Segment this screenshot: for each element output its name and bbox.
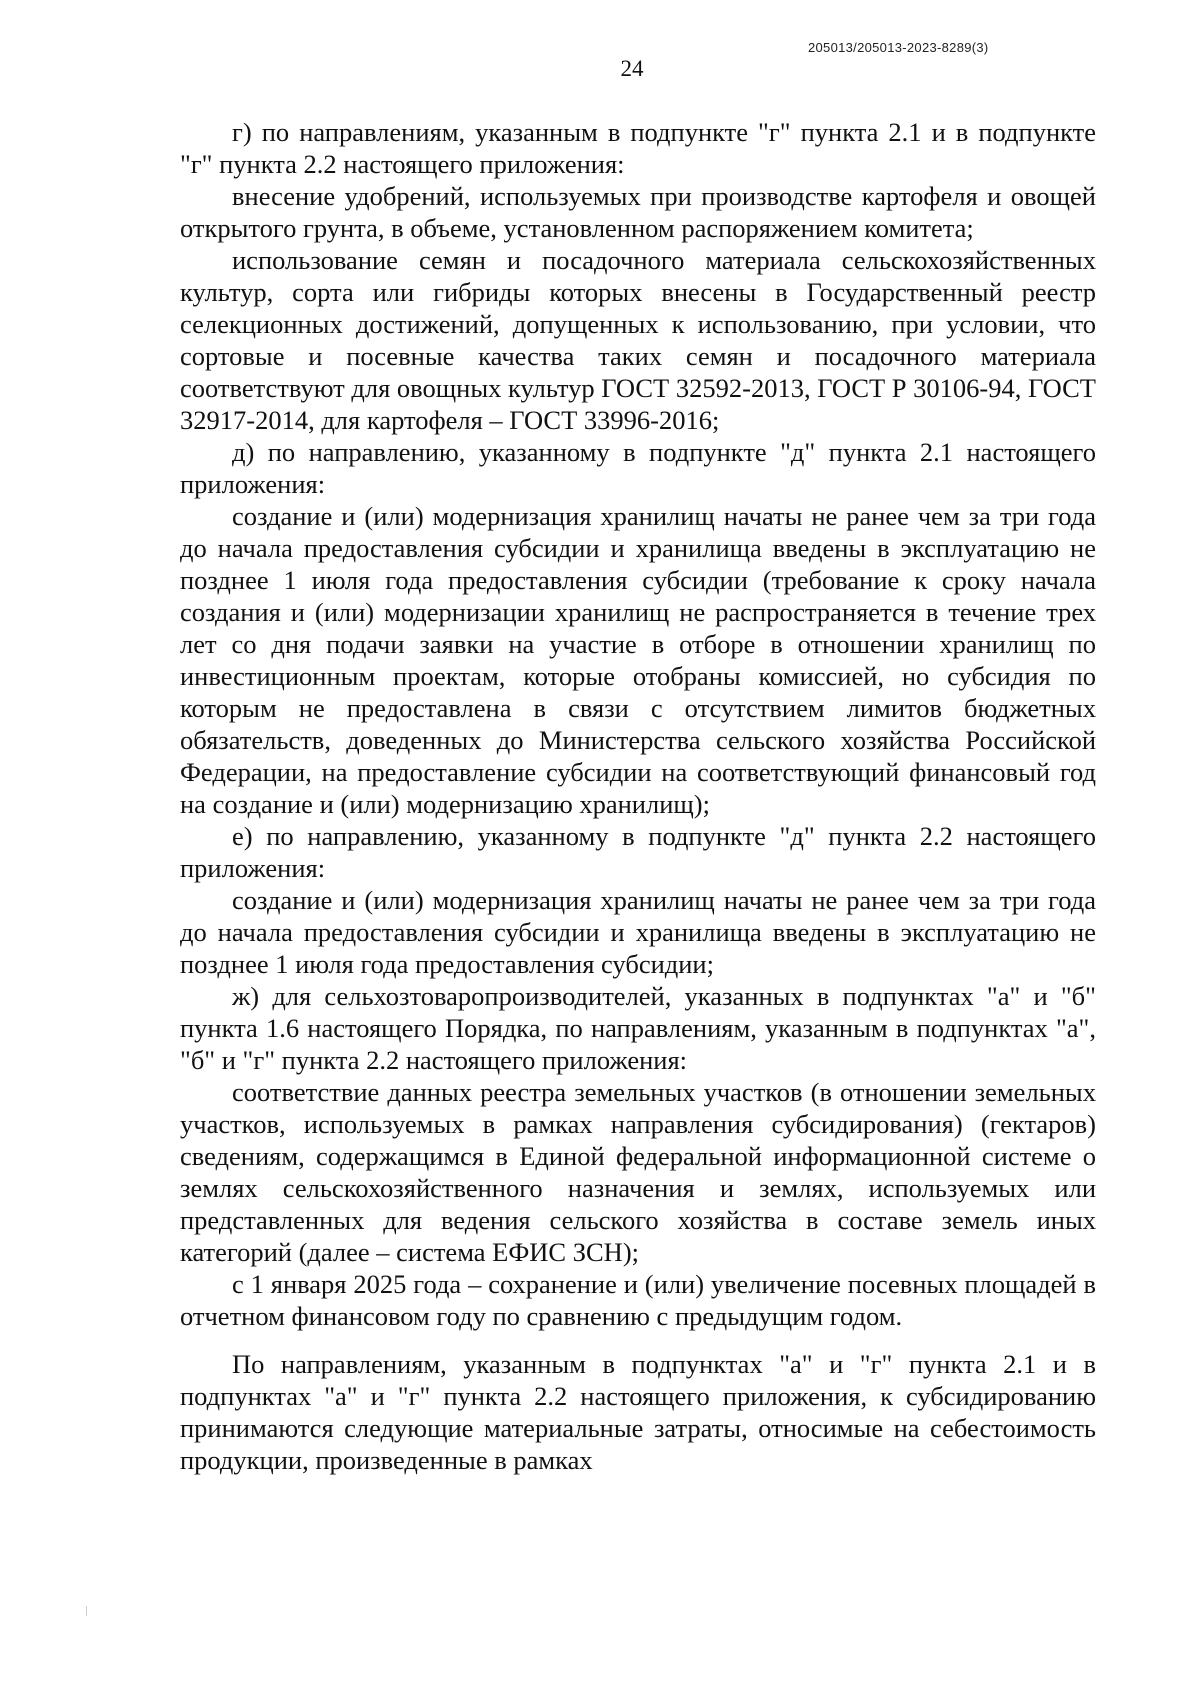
paragraph-e: е) по направлению, указанному в подпункте "д" пункта 2.2 настоящего приложения:	[180, 821, 1096, 883]
paragraph-material-costs: По направлениям, указанным в подпунктах "а" и "г" пункта 2.1 и в подпунктах "а" и "г" пункта 2.2 настоящего приложения, к субсидированию принимаются следующие материальные затраты, относимые на себестоимость продукции, произведенные в рамках	[180, 1349, 1096, 1475]
paragraph-land-registry: соответствие данных реестра земельных участков (в отношении земельных участков, используемых в рамках направления субсидирования) (гектаров) сведениям, содержащимся в Единой федеральной информационной системе о землях сельскохозяйственного назначения и землях, используемых или представленных для ведения сельского хозяйства в составе земель иных категорий (далее – система ЕФИС ЗСН);	[180, 1077, 1096, 1267]
paragraph-storage-creation-1: создание и (или) модернизация хранилищ начаты не ранее чем за три года до начала предоставления субсидии и хранилища введены в эксплуатацию не позднее 1 июля года предоставления субсидии (требование к сроку начала создания и (или) модернизации хранилищ не распространяется в течение трех лет со дня подачи заявки на участие в отборе в отношении хранилищ по инвестиционным проектам, которые отобраны комиссией, но субсидия по которым не предоставлена в связи с отсутствием лимитов бюджетных обязательств, доведенных до Министерства сельского хозяйства Российской Федерации, на предоставление субсидии на соответствующий финансовый год на создание и (или) модернизацию хранилищ);	[180, 501, 1096, 819]
paragraph-sown-area: с 1 января 2025 года – сохранение и (или) увеличение посевных площадей в отчетном финансовом году по сравнению с предыдущим годом.	[180, 1269, 1096, 1331]
paragraph-fertilizers: внесение удобрений, используемых при производстве картофеля и овощей открытого грунта, в объеме, установленном распоряжением комитета;	[180, 181, 1096, 243]
document-body	[180, 116, 1096, 1476]
paragraph-seeds: использование семян и посадочного материала сельскохозяйственных культур, сорта или гибриды которых внесены в Государственный реестр селекционных достижений, допущенных к использованию, при условии, что сортовые и посевные качества таких семян и посадочного материала соответствуют для овощных культур ГОСТ 32592-2013, ГОСТ Р 30106-94, ГОСТ 32917-2014, для картофеля – ГОСТ 33996-2016;	[180, 245, 1096, 435]
page-number: 24	[620, 56, 644, 81]
scan-speck	[86, 1606, 87, 1616]
paragraph-g: г) по направлениям, указанным в подпункте "г" пункта 2.1 и в подпункте "г" пункта 2.2 настоящего приложения:	[180, 117, 1096, 179]
document-id: 205013/205013-2023-8289(3)	[808, 40, 989, 55]
paragraph-d: д) по направлению, указанному в подпункте "д" пункта 2.1 настоящего приложения:	[180, 437, 1096, 499]
paragraph-storage-creation-2: создание и (или) модернизация хранилищ начаты не ранее чем за три года до начала предоставления субсидии и хранилища введены в эксплуатацию не позднее 1 июля года предоставления субсидии;	[180, 885, 1096, 979]
paragraph-zh: ж) для сельхозтоваропроизводителей, указанных в подпунктах "а" и "б" пункта 1.6 настоящего Порядка, по направлениям, указанным в подпунктах "а", "б" и "г" пункта 2.2 настоящего приложения:	[180, 981, 1096, 1075]
